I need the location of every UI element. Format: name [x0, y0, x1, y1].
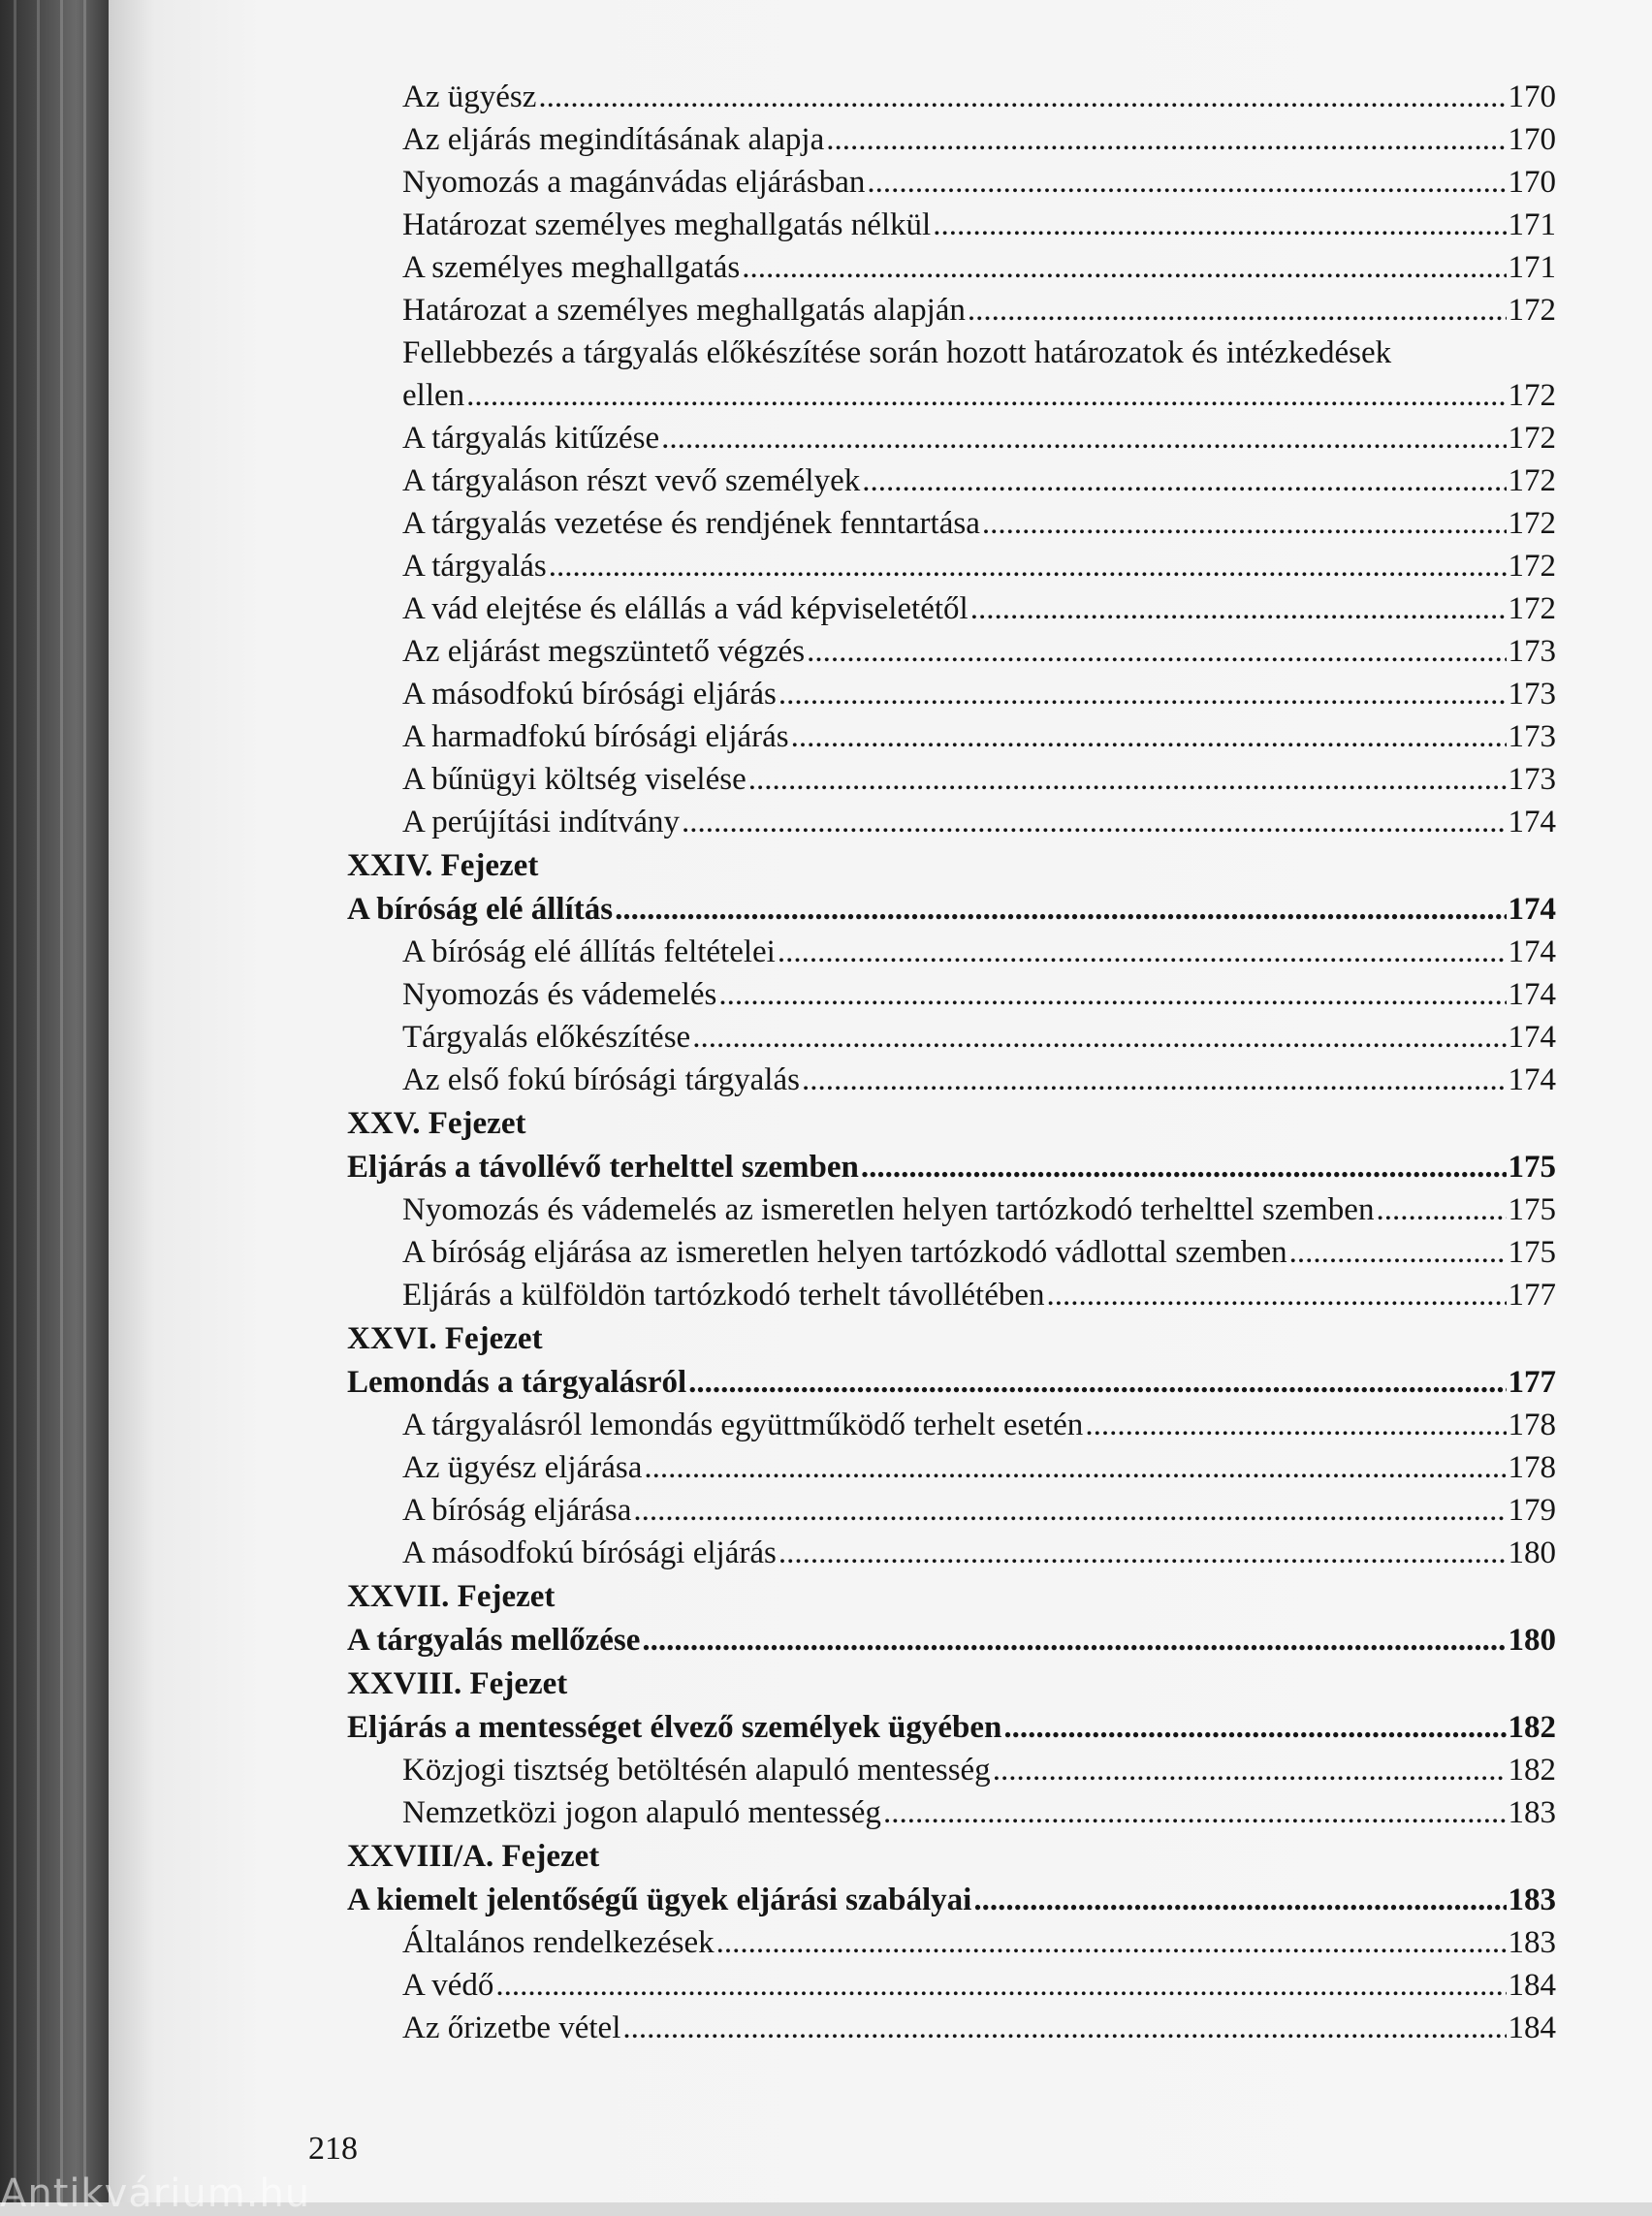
table-of-contents [320, 76, 1556, 2049]
chapter-title-row [320, 1879, 1556, 1921]
spine-line [14, 0, 16, 2202]
toc-entry [320, 673, 1556, 715]
toc-page-number: 174 [1508, 1020, 1556, 1055]
toc-entry-text: Határozat személyes meghallgatás nélkül [402, 207, 932, 242]
toc-entry [320, 417, 1556, 459]
toc-page-number: 172 [1508, 591, 1556, 626]
dot-leader [748, 758, 1507, 801]
toc-entry-text: Eljárás a külföldön tartózkodó terhelt távollétében [402, 1278, 1045, 1313]
dot-leader [633, 1489, 1506, 1532]
chapter-heading: XXIV. Fejezet [347, 848, 539, 883]
dot-leader [538, 76, 1506, 118]
toc-entry-text: A védő [402, 1968, 494, 2003]
toc-page-number: 182 [1508, 1753, 1556, 1788]
chapter-title: A kiemelt jelentőségű ügyek eljárási szabályai [347, 1883, 972, 1917]
toc-entry [320, 76, 1556, 118]
toc-entry-text: A személyes meghallgatás [402, 250, 741, 285]
spine-line [60, 0, 63, 2202]
toc-page-number: 174 [1508, 1062, 1556, 1097]
toc-entry-text: A tárgyalás vezetése és rendjének fenntartása [402, 506, 980, 541]
dot-leader [466, 374, 1506, 417]
toc-entry [320, 1964, 1556, 2007]
watermark: Antikvárium.hu [0, 2171, 311, 2216]
toc-entry-text: A tárgyaláson részt vevő személyek [402, 463, 861, 498]
toc-page-number: 183 [1508, 1925, 1556, 1960]
toc-entry [320, 801, 1556, 843]
toc-entry-text: Fellebbezés a tárgyalás előkészítése során hozott határozatok és intézkedések [402, 335, 1392, 370]
dot-leader [615, 888, 1506, 931]
toc-entry [320, 1274, 1556, 1316]
dot-leader [718, 973, 1506, 1016]
spine-line [37, 0, 40, 2202]
dot-leader [742, 246, 1506, 289]
page-number: 218 [308, 2131, 358, 2167]
toc-page-number: 171 [1508, 207, 1556, 242]
dot-leader [1003, 1706, 1506, 1749]
toc-entry-text: A tárgyalás [402, 549, 547, 584]
toc-page-number: 180 [1508, 1535, 1556, 1570]
dot-leader [973, 1879, 1506, 1921]
toc-page-number: 170 [1508, 122, 1556, 157]
toc-page-number: 178 [1508, 1450, 1556, 1485]
toc-entry-text: Az első fokú bírósági tárgyalás [402, 1062, 800, 1097]
dot-leader [495, 1964, 1506, 2007]
toc-entry-text: Nyomozás a magánvádas eljárásban [402, 165, 866, 200]
chapter-heading: XXVIII. Fejezet [347, 1666, 568, 1701]
toc-entry-text: A perújítási indítvány [402, 805, 680, 839]
dot-leader [970, 587, 1507, 630]
toc-entry [320, 502, 1556, 545]
dot-leader [807, 630, 1506, 673]
dot-leader [982, 502, 1507, 545]
toc-page-number: 184 [1508, 1968, 1556, 2003]
toc-page-number: 173 [1508, 677, 1556, 712]
dot-leader [622, 2007, 1506, 2049]
dot-leader [644, 1446, 1506, 1489]
dot-leader [862, 459, 1506, 502]
spine-line [83, 0, 86, 2202]
dot-leader [1289, 1231, 1507, 1274]
toc-page-number: 173 [1508, 762, 1556, 797]
toc-entry-text: Nyomozás és vádemelés az ismeretlen helyen tartózkodó terhelttel szemben [402, 1192, 1375, 1227]
toc-page-number: 172 [1508, 378, 1556, 413]
toc-page-number: 183 [1508, 1883, 1556, 1917]
chapter-title: Eljárás a távollévő terhelttel szemben [347, 1150, 859, 1185]
toc-page-number: 174 [1508, 892, 1556, 927]
dot-leader [791, 715, 1507, 758]
toc-entry [320, 1532, 1556, 1574]
toc-entry [320, 118, 1556, 161]
toc-page-number: 174 [1508, 805, 1556, 839]
chapter-title-row [320, 1706, 1556, 1749]
toc-entry [320, 2007, 1556, 2049]
toc-entry [320, 459, 1556, 502]
dot-leader [1085, 1404, 1506, 1446]
toc-entry-text: A bűnügyi költség viselése [402, 762, 747, 797]
toc-page-number: 184 [1508, 2010, 1556, 2045]
chapter-heading: XXV. Fejezet [347, 1106, 526, 1141]
toc-entry-text: A tárgyalásról lemondás együttműködő terhelt esetén [402, 1408, 1084, 1442]
toc-entry-text: A bíróság eljárása [402, 1493, 632, 1528]
toc-entry-text: Az őrizetbe vétel [402, 2010, 621, 2045]
toc-entry [320, 545, 1556, 587]
toc-entry [320, 715, 1556, 758]
chapter-title-row [320, 1619, 1556, 1662]
chapter-title: Lemondás a tárgyalásról [347, 1365, 687, 1400]
chapter-title-row [320, 1361, 1556, 1404]
toc-entry-text: A vád elejtése és elállás a vád képviseletétől [402, 591, 969, 626]
toc-page-number: 174 [1508, 977, 1556, 1012]
toc-entry-text: A másodfokú bírósági eljárás [402, 1535, 777, 1570]
toc-entry [320, 587, 1556, 630]
toc-entry-text: Az ügyész [402, 79, 537, 114]
toc-page-number: 177 [1508, 1365, 1556, 1400]
toc-entry [320, 1791, 1556, 1834]
dot-leader [802, 1059, 1507, 1101]
dot-leader [682, 801, 1507, 843]
toc-page-number: 175 [1508, 1150, 1556, 1185]
toc-page-number: 172 [1508, 293, 1556, 328]
chapter-title: Eljárás a mentességet élvező személyek ügyében [347, 1710, 1002, 1745]
toc-page-number: 175 [1508, 1192, 1556, 1227]
dot-leader [867, 161, 1506, 204]
chapter-title: A tárgyalás mellőzése [347, 1623, 641, 1658]
toc-entry-text: Az eljárást megszüntető végzés [402, 634, 806, 669]
toc-entry-text: Az eljárás megindításának alapja [402, 122, 825, 157]
dot-leader [778, 673, 1507, 715]
toc-entry [320, 630, 1556, 673]
toc-entry [320, 1446, 1556, 1489]
toc-entry [320, 204, 1556, 246]
toc-page-number: 177 [1508, 1278, 1556, 1313]
toc-entry-text: Általános rendelkezések [402, 1925, 715, 1960]
chapter-heading: XXVIII/A. Fejezet [347, 1839, 600, 1874]
toc-page-number: 178 [1508, 1408, 1556, 1442]
toc-page-number: 172 [1508, 463, 1556, 498]
dot-leader [549, 545, 1507, 587]
toc-entry [320, 758, 1556, 801]
toc-entry-text: A másodfokú bírósági eljárás [402, 677, 777, 712]
toc-page-number: 179 [1508, 1493, 1556, 1528]
toc-entry [320, 289, 1556, 332]
toc-entry-text: Közjogi tisztség betöltésén alapuló mentesség [402, 1753, 991, 1788]
chapter-title: A bíróság elé állítás [347, 892, 614, 927]
toc-page-number: 173 [1508, 719, 1556, 754]
toc-entry [320, 1921, 1556, 1964]
dot-leader [883, 1791, 1507, 1834]
toc-entry [320, 1016, 1556, 1059]
toc-entry [320, 1059, 1556, 1101]
toc-page-number: 174 [1508, 934, 1556, 969]
toc-page-number: 172 [1508, 506, 1556, 541]
toc-entry [320, 246, 1556, 289]
toc-entry-text: Határozat a személyes meghallgatás alapján [402, 293, 966, 328]
toc-page-number: 171 [1508, 250, 1556, 285]
toc-entry [320, 973, 1556, 1016]
dot-leader [1376, 1188, 1506, 1231]
toc-entry-text: Nyomozás és vádemelés [402, 977, 717, 1012]
dot-leader [778, 1532, 1507, 1574]
toc-page-number: 170 [1508, 165, 1556, 200]
toc-page-number: 180 [1508, 1623, 1556, 1658]
dot-leader [861, 1146, 1507, 1188]
dot-leader [688, 1361, 1506, 1404]
chapter-heading: XXVII. Fejezet [347, 1579, 556, 1614]
chapter-title-row [320, 1146, 1556, 1188]
toc-entry-text: Az ügyész eljárása [402, 1450, 643, 1485]
toc-page-number: 182 [1508, 1710, 1556, 1745]
dot-leader [716, 1921, 1507, 1964]
toc-page-number: 183 [1508, 1795, 1556, 1830]
toc-entry-text: A bíróság eljárása az ismeretlen helyen tartózkodó vádlottal szemben [402, 1235, 1287, 1270]
dot-leader [1047, 1274, 1507, 1316]
dot-leader [933, 204, 1506, 246]
toc-entry [320, 1404, 1556, 1446]
toc-entry [320, 931, 1556, 973]
dot-leader [661, 417, 1506, 459]
dot-leader [778, 931, 1507, 973]
toc-entry [320, 1231, 1556, 1274]
toc-entry-text: Nemzetközi jogon alapuló mentesség [402, 1795, 881, 1830]
chapter-heading: XXVI. Fejezet [347, 1321, 543, 1356]
book-spine [0, 0, 109, 2202]
toc-entry [320, 1188, 1556, 1231]
toc-page-number: 175 [1508, 1235, 1556, 1270]
chapter-title-row [320, 888, 1556, 931]
toc-entry [320, 1749, 1556, 1791]
toc-entry [320, 1489, 1556, 1532]
dot-leader [826, 118, 1506, 161]
toc-entry-text: ellen [402, 378, 465, 413]
toc-entry-text: A harmadfokú bírósági eljárás [402, 719, 789, 754]
toc-entry-text: Tárgyalás előkészítése [402, 1020, 691, 1055]
toc-page-number: 170 [1508, 79, 1556, 114]
toc-entry [320, 161, 1556, 204]
toc-entry-text: A bíróság elé állítás feltételei [402, 934, 776, 969]
toc-page-number: 172 [1508, 421, 1556, 456]
dot-leader [642, 1619, 1506, 1662]
toc-entry [320, 374, 1556, 417]
toc-page-number: 173 [1508, 634, 1556, 669]
dot-leader [968, 289, 1507, 332]
toc-entry-text: A tárgyalás kitűzése [402, 421, 660, 456]
dot-leader [993, 1749, 1507, 1791]
toc-page-number: 172 [1508, 549, 1556, 584]
dot-leader [692, 1016, 1506, 1059]
